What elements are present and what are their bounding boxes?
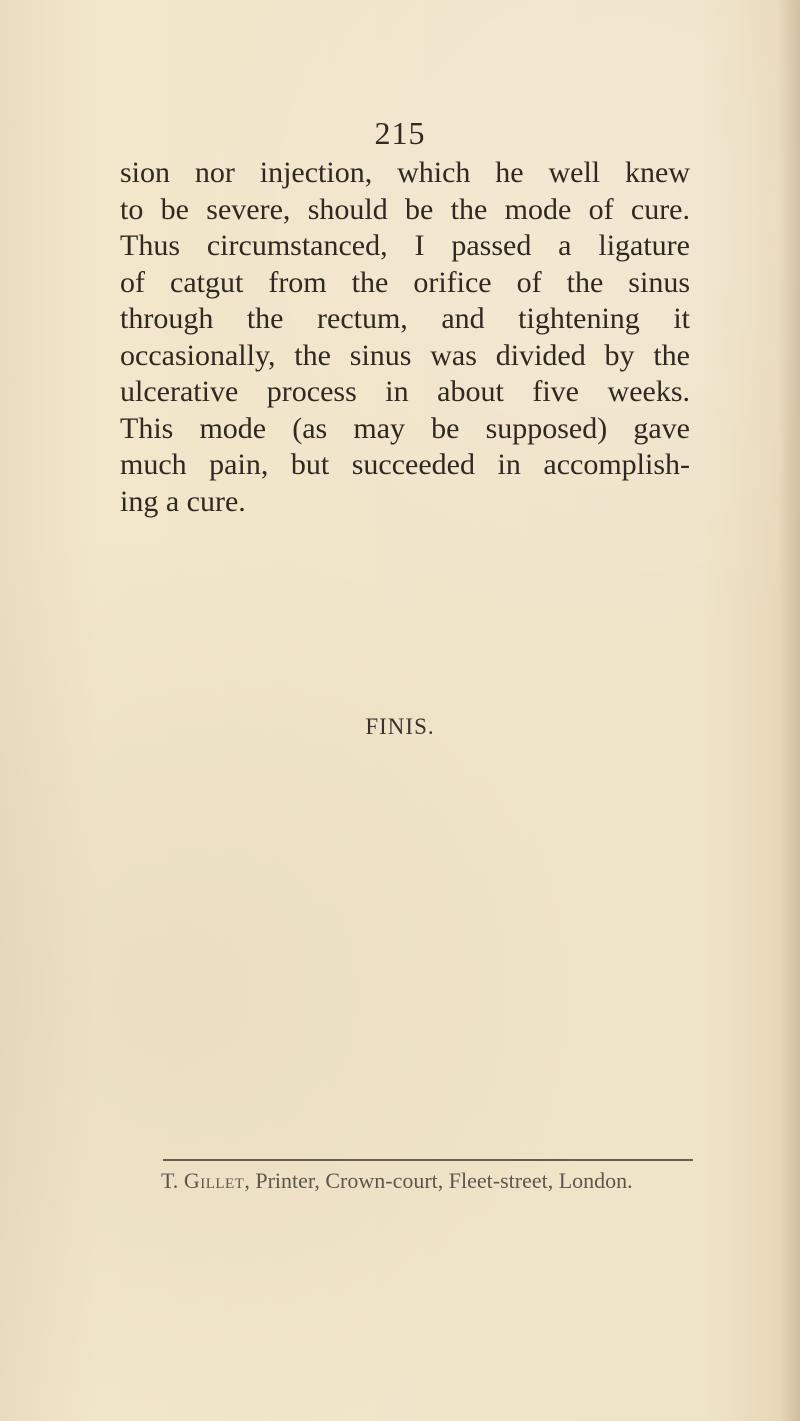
page-edge-shadow	[778, 0, 800, 1421]
printer-name: Gillet	[183, 1168, 245, 1193]
text-line: of catgut from the orifice of the sinus	[120, 265, 690, 299]
imprint-rest: , Printer, Crown-court, Fleet-street, London.	[244, 1168, 633, 1193]
body-text	[120, 155, 690, 520]
text-line: sion nor injection, which he well knew	[120, 156, 690, 189]
printer-imprint	[161, 1168, 701, 1194]
finis-mark: FINIS.	[365, 714, 435, 739]
page-number: 215	[374, 115, 426, 151]
text-line: through the rectum, and tightening it	[120, 302, 690, 335]
text-line: ing a cure.	[120, 484, 246, 518]
text-line: much pain, but succeeded in accomplish-	[120, 448, 690, 481]
imprint-rule	[163, 1159, 693, 1161]
text-line: Thus circumstanced, I passed a ligature	[120, 229, 690, 262]
imprint-lead: T.	[161, 1168, 184, 1193]
text-line: This mode (as may be supposed) gave	[120, 411, 690, 445]
text-line: to be severe, should be the mode of cure.	[120, 192, 690, 226]
text-line: occasionally, the sinus was divided by the	[120, 338, 690, 372]
text-line: ulcerative process in about five weeks.	[120, 375, 690, 408]
